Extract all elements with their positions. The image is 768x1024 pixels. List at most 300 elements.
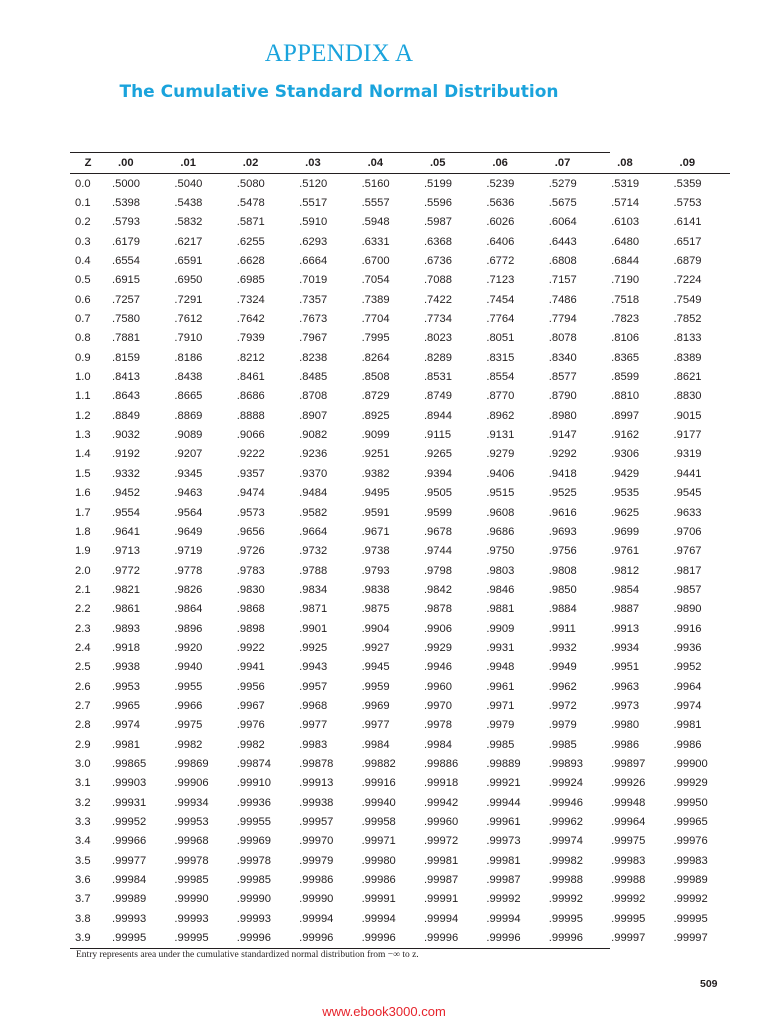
column-header-z: Z — [70, 153, 106, 174]
probability-cell: .6985 — [236, 274, 265, 287]
probability-cell: .9812 — [611, 564, 640, 577]
z-value-cell: 0.5 — [75, 274, 91, 287]
probability-cell: .6700 — [361, 255, 390, 268]
probability-cell: .99964 — [611, 816, 646, 829]
probability-cell: .9961 — [486, 680, 515, 693]
probability-cell: .7734 — [423, 313, 452, 326]
probability-cell: .9871 — [299, 603, 328, 616]
probability-cell: .99946 — [548, 796, 583, 809]
probability-cell: .6255 — [236, 235, 265, 248]
probability-cell: .99952 — [112, 816, 147, 829]
probability-cell: .9884 — [548, 603, 577, 616]
probability-cell: .8997 — [611, 409, 640, 422]
probability-cell: .9382 — [361, 467, 390, 480]
probability-cell: .9535 — [611, 487, 640, 500]
probability-cell: .8531 — [423, 371, 452, 384]
probability-cell: .99997 — [611, 932, 646, 945]
table-row — [70, 213, 730, 232]
probability-cell: .8925 — [361, 409, 390, 422]
probability-cell: .7612 — [174, 313, 203, 326]
probability-cell: .99986 — [361, 874, 396, 887]
probability-cell: .99977 — [112, 854, 147, 867]
probability-cell: .9463 — [174, 487, 203, 500]
table-row — [70, 793, 730, 812]
probability-cell: .99987 — [486, 874, 521, 887]
z-value-cell: 0.8 — [75, 332, 91, 345]
probability-cell: .9633 — [673, 506, 702, 519]
probability-cell: .6628 — [236, 255, 265, 268]
probability-cell: .8944 — [423, 409, 452, 422]
probability-cell: .9099 — [361, 429, 390, 442]
probability-cell: .6443 — [548, 235, 577, 248]
probability-cell: .9279 — [486, 448, 515, 461]
probability-cell: .8389 — [673, 351, 702, 364]
table-row — [70, 716, 730, 735]
probability-cell: .9032 — [112, 429, 140, 442]
probability-cell: .7357 — [299, 293, 328, 306]
table-row — [70, 329, 730, 348]
probability-cell: .8133 — [673, 332, 702, 345]
probability-cell: .9975 — [174, 719, 203, 732]
probability-cell: .9082 — [299, 429, 328, 442]
probability-cell: .99983 — [673, 854, 708, 867]
probability-cell: .5239 — [486, 177, 515, 190]
probability-cell: .9985 — [486, 738, 515, 751]
probability-cell: .9909 — [486, 622, 515, 635]
probability-cell: .9945 — [361, 661, 390, 674]
probability-cell: .99965 — [673, 816, 708, 829]
table-row — [70, 193, 730, 212]
table-row — [70, 851, 730, 870]
table-row — [70, 309, 730, 328]
probability-cell: .7054 — [361, 274, 390, 287]
probability-cell: .99957 — [299, 816, 334, 829]
probability-cell: .9976 — [236, 719, 265, 732]
probability-cell: .8264 — [361, 351, 390, 364]
probability-cell: .5080 — [236, 177, 265, 190]
probability-cell: .9951 — [611, 661, 640, 674]
probability-cell: .99994 — [361, 912, 396, 925]
probability-cell: .9671 — [361, 525, 390, 538]
z-value-cell: 3.8 — [75, 912, 91, 925]
column-header: .08 — [605, 153, 667, 174]
probability-cell: .9306 — [611, 448, 640, 461]
probability-cell: .8888 — [236, 409, 265, 422]
probability-cell: .99996 — [361, 932, 396, 945]
probability-cell: .9984 — [423, 738, 452, 751]
column-header: .03 — [293, 153, 355, 174]
probability-cell: .9357 — [236, 467, 265, 480]
table-row — [70, 832, 730, 851]
probability-cell: .9625 — [611, 506, 640, 519]
table-row — [70, 232, 730, 251]
probability-cell: .5279 — [548, 177, 577, 190]
probability-cell: .9744 — [423, 545, 452, 558]
probability-cell: .99968 — [174, 835, 209, 848]
table-row — [70, 290, 730, 309]
probability-cell: .99882 — [361, 757, 396, 770]
probability-cell: .99985 — [236, 874, 271, 887]
z-value-cell: 3.3 — [75, 816, 91, 829]
probability-cell: .99995 — [548, 912, 583, 925]
probability-cell: .9525 — [548, 487, 577, 500]
probability-cell: .9591 — [361, 506, 390, 519]
table-row — [70, 890, 730, 909]
probability-cell: .9192 — [112, 448, 140, 461]
distribution-table-wrapper — [70, 152, 708, 949]
table-row — [70, 561, 730, 580]
probability-cell: .9846 — [486, 583, 515, 596]
column-header: .02 — [231, 153, 293, 174]
probability-cell: .99995 — [611, 912, 646, 925]
probability-cell: .99970 — [299, 835, 334, 848]
probability-cell: .9911 — [548, 622, 576, 635]
table-subtitle: The Cumulative Standard Normal Distribution — [119, 82, 559, 102]
probability-cell: .9854 — [611, 583, 640, 596]
probability-cell: .9429 — [611, 467, 640, 480]
z-value-cell: 1.9 — [75, 545, 91, 558]
probability-cell: .9960 — [423, 680, 452, 693]
z-value-cell: 0.4 — [75, 255, 91, 268]
probability-cell: .99958 — [361, 816, 396, 829]
probability-cell: .7967 — [299, 332, 328, 345]
probability-cell: .8365 — [611, 351, 640, 364]
probability-cell: .5517 — [299, 197, 328, 210]
z-value-cell: 2.5 — [75, 661, 91, 674]
probability-cell: .9938 — [112, 661, 140, 674]
table-row — [70, 503, 730, 522]
probability-cell: .9732 — [299, 545, 328, 558]
probability-cell: .99985 — [174, 874, 209, 887]
table-row — [70, 522, 730, 541]
probability-cell: .9973 — [611, 699, 640, 712]
probability-cell: .6064 — [548, 216, 577, 229]
probability-cell: .99960 — [423, 816, 459, 829]
probability-cell: .99996 — [548, 932, 583, 945]
probability-cell: .7157 — [548, 274, 577, 287]
probability-cell: .5832 — [174, 216, 203, 229]
probability-cell: .9916 — [673, 622, 702, 635]
probability-cell: .9982 — [236, 738, 265, 751]
probability-cell: .99978 — [174, 854, 209, 867]
probability-cell: .9505 — [423, 487, 452, 500]
probability-cell: .7995 — [361, 332, 390, 345]
probability-cell: .99950 — [673, 796, 708, 809]
z-value-cell: 0.0 — [75, 177, 91, 190]
probability-cell: .8749 — [423, 390, 452, 403]
probability-cell: .99990 — [236, 893, 271, 906]
probability-cell: .99978 — [236, 854, 271, 867]
probability-cell: .9881 — [486, 603, 515, 616]
probability-cell: .5987 — [423, 216, 452, 229]
z-value-cell: 1.3 — [75, 429, 91, 442]
probability-cell: .9554 — [112, 506, 140, 519]
column-header: .00 — [106, 153, 168, 174]
probability-cell: .9599 — [423, 506, 452, 519]
probability-cell: .9803 — [486, 564, 515, 577]
probability-cell: .7852 — [673, 313, 702, 326]
probability-cell: .9726 — [236, 545, 265, 558]
probability-cell: .9817 — [673, 564, 702, 577]
probability-cell: .9406 — [486, 467, 515, 480]
z-value-cell: 1.5 — [75, 467, 91, 480]
probability-cell: .9608 — [486, 506, 515, 519]
table-row — [70, 348, 730, 367]
probability-cell: .9946 — [423, 661, 452, 674]
probability-cell: .8810 — [611, 390, 640, 403]
probability-cell: .9641 — [112, 525, 140, 538]
probability-cell: .7389 — [361, 293, 390, 306]
probability-cell: .9977 — [299, 719, 328, 732]
probability-cell: .99910 — [236, 777, 271, 790]
probability-cell: .99980 — [361, 854, 396, 867]
probability-cell: .9616 — [548, 506, 577, 519]
probability-cell: .9868 — [236, 603, 265, 616]
probability-cell: .9545 — [673, 487, 702, 500]
z-value-cell: 2.6 — [75, 680, 91, 693]
probability-cell: .99924 — [548, 777, 583, 790]
probability-cell: .9713 — [112, 545, 140, 558]
probability-cell: .8508 — [361, 371, 390, 384]
probability-cell: .8686 — [236, 390, 265, 403]
z-value-cell: 1.0 — [75, 371, 91, 384]
probability-cell: .9940 — [174, 661, 203, 674]
probability-cell: .6293 — [299, 235, 328, 248]
probability-cell: .9982 — [174, 738, 203, 751]
z-value-cell: 0.1 — [75, 197, 91, 210]
probability-cell: .8078 — [548, 332, 577, 345]
probability-cell: .6406 — [486, 235, 515, 248]
probability-cell: .99989 — [673, 874, 708, 887]
z-value-cell: 0.9 — [75, 351, 91, 364]
probability-cell: .9830 — [236, 583, 265, 596]
probability-cell: .99995 — [673, 912, 708, 925]
probability-cell: .8413 — [112, 371, 140, 384]
probability-cell: .99996 — [486, 932, 521, 945]
probability-cell: .9370 — [299, 467, 328, 480]
probability-cell: .9898 — [236, 622, 265, 635]
probability-cell: .9970 — [423, 699, 452, 712]
probability-cell: .7549 — [673, 293, 702, 306]
probability-cell: .7704 — [361, 313, 390, 326]
table-row — [70, 406, 730, 425]
probability-cell: .7291 — [174, 293, 203, 306]
probability-cell: .5910 — [299, 216, 328, 229]
probability-cell: .8621 — [673, 371, 702, 384]
probability-cell: .99955 — [236, 816, 271, 829]
z-value-cell: 2.8 — [75, 719, 91, 732]
probability-cell: .7454 — [486, 293, 515, 306]
probability-cell: .5000 — [112, 177, 140, 190]
probability-cell: .99974 — [548, 835, 583, 848]
probability-cell: .8212 — [236, 351, 265, 364]
z-value-cell: 3.6 — [75, 874, 91, 887]
probability-cell: .9962 — [548, 680, 577, 693]
z-value-cell: 3.2 — [75, 796, 91, 809]
column-header: .05 — [418, 153, 480, 174]
probability-cell: .8238 — [299, 351, 328, 364]
probability-cell: .9956 — [236, 680, 265, 693]
table-row — [70, 600, 730, 619]
z-value-cell: 3.5 — [75, 854, 91, 867]
column-header: .07 — [543, 153, 605, 174]
appendix-title: APPENDIX A — [264, 40, 414, 67]
probability-cell: .9922 — [236, 641, 265, 654]
probability-cell: .99990 — [299, 893, 334, 906]
probability-cell: .99992 — [611, 893, 646, 906]
probability-cell: .5438 — [174, 197, 203, 210]
probability-cell: .99992 — [673, 893, 708, 906]
probability-cell: .9573 — [236, 506, 265, 519]
probability-cell: .99997 — [673, 932, 708, 945]
probability-cell: .9089 — [174, 429, 203, 442]
probability-cell: .9452 — [112, 487, 140, 500]
probability-cell: .9977 — [361, 719, 390, 732]
probability-cell: .5948 — [361, 216, 390, 229]
probability-cell: .6141 — [673, 216, 702, 229]
watermark-link[interactable]: www.ebook3000.com — [322, 1004, 446, 1019]
probability-cell: .99921 — [486, 777, 521, 790]
probability-cell: .6591 — [174, 255, 203, 268]
probability-cell: .5120 — [299, 177, 328, 190]
table-row — [70, 251, 730, 270]
probability-cell: .9952 — [673, 661, 702, 674]
probability-cell: .8599 — [611, 371, 640, 384]
probability-cell: .6480 — [611, 235, 640, 248]
probability-cell: .8962 — [486, 409, 515, 422]
probability-cell: .8485 — [299, 371, 328, 384]
probability-cell: .9515 — [486, 487, 515, 500]
probability-cell: .9418 — [548, 467, 577, 480]
probability-cell: .9920 — [174, 641, 203, 654]
probability-cell: .7123 — [486, 274, 515, 287]
table-row — [70, 774, 730, 793]
probability-cell: .99874 — [236, 757, 271, 770]
probability-cell: .8051 — [486, 332, 515, 345]
probability-cell: .5557 — [361, 197, 390, 210]
probability-cell: .9972 — [548, 699, 577, 712]
probability-cell: .9177 — [673, 429, 702, 442]
probability-cell: .5478 — [236, 197, 265, 210]
probability-cell: .5319 — [611, 177, 640, 190]
probability-cell: .99981 — [486, 854, 521, 867]
z-value-cell: 0.2 — [75, 216, 91, 229]
probability-cell: .5714 — [611, 197, 640, 210]
probability-cell: .6844 — [611, 255, 640, 268]
probability-cell: .7088 — [423, 274, 452, 287]
probability-cell: .8315 — [486, 351, 515, 364]
probability-cell: .9778 — [174, 564, 203, 577]
probability-cell: .99995 — [112, 932, 147, 945]
probability-cell: .99973 — [486, 835, 521, 848]
probability-cell: .5359 — [673, 177, 702, 190]
table-row — [70, 425, 730, 444]
probability-cell: .99897 — [611, 757, 646, 770]
probability-cell: .5596 — [423, 197, 452, 210]
probability-cell: .9986 — [673, 738, 702, 751]
probability-cell: .9929 — [423, 641, 452, 654]
table-row — [70, 735, 730, 754]
probability-cell: .6179 — [112, 235, 140, 248]
probability-cell: .9265 — [423, 448, 452, 461]
probability-cell: .99996 — [299, 932, 334, 945]
probability-cell: .9821 — [112, 583, 140, 596]
probability-cell: .99994 — [299, 912, 334, 925]
probability-cell: .9738 — [361, 545, 390, 558]
column-header: .04 — [356, 153, 418, 174]
probability-cell: .9115 — [423, 429, 452, 442]
probability-cell: .9887 — [611, 603, 640, 616]
probability-cell: .9441 — [673, 467, 702, 480]
probability-cell: .8869 — [174, 409, 203, 422]
probability-cell: .9808 — [548, 564, 577, 577]
probability-cell: .8106 — [611, 332, 640, 345]
probability-cell: .9332 — [112, 467, 140, 480]
z-value-cell: 1.4 — [75, 448, 91, 461]
probability-cell: .9980 — [611, 719, 640, 732]
z-value-cell: 2.4 — [75, 641, 91, 654]
probability-cell: .9901 — [299, 622, 328, 635]
probability-cell: .5398 — [112, 197, 140, 210]
table-row — [70, 658, 730, 677]
probability-cell: .9964 — [673, 680, 702, 693]
probability-cell: .9772 — [112, 564, 140, 577]
probability-cell: .99990 — [174, 893, 209, 906]
probability-cell: .9838 — [361, 583, 390, 596]
probability-cell: .99918 — [423, 777, 459, 790]
z-value-cell: 1.2 — [75, 409, 91, 422]
probability-cell: .9948 — [486, 661, 515, 674]
probability-cell: .99984 — [112, 874, 147, 887]
probability-cell: .99948 — [611, 796, 646, 809]
probability-cell: .7257 — [112, 293, 140, 306]
probability-cell: .99886 — [423, 757, 459, 770]
probability-cell: .9955 — [174, 680, 203, 693]
z-value-cell: 0.6 — [75, 293, 91, 306]
probability-cell: .99988 — [548, 874, 583, 887]
table-row — [70, 870, 730, 889]
probability-cell: .99953 — [174, 816, 209, 829]
probability-cell: .9934 — [611, 641, 640, 654]
probability-cell: .9850 — [548, 583, 577, 596]
z-value-cell: 3.1 — [75, 777, 91, 790]
column-header: .06 — [480, 153, 542, 174]
probability-cell: .6217 — [174, 235, 203, 248]
table-row — [70, 445, 730, 464]
z-value-cell: 2.2 — [75, 603, 91, 616]
probability-cell: .9394 — [423, 467, 452, 480]
probability-cell: .9582 — [299, 506, 328, 519]
probability-cell: .9706 — [673, 525, 702, 538]
probability-cell: .8980 — [548, 409, 577, 422]
probability-cell: .7764 — [486, 313, 515, 326]
table-header-row — [70, 153, 730, 174]
probability-cell: .9699 — [611, 525, 640, 538]
probability-cell: .9913 — [611, 622, 640, 635]
probability-cell: .9965 — [112, 699, 140, 712]
probability-cell: .7794 — [548, 313, 577, 326]
probability-cell: .8577 — [548, 371, 577, 384]
probability-cell: .99916 — [361, 777, 396, 790]
probability-cell: .9968 — [299, 699, 328, 712]
probability-cell: .8461 — [236, 371, 265, 384]
z-value-cell: 2.9 — [75, 738, 91, 751]
probability-cell: .8708 — [299, 390, 328, 403]
z-value-cell: 0.3 — [75, 235, 91, 248]
probability-cell: .99865 — [112, 757, 147, 770]
table-body — [70, 174, 730, 948]
probability-cell: .99913 — [299, 777, 334, 790]
